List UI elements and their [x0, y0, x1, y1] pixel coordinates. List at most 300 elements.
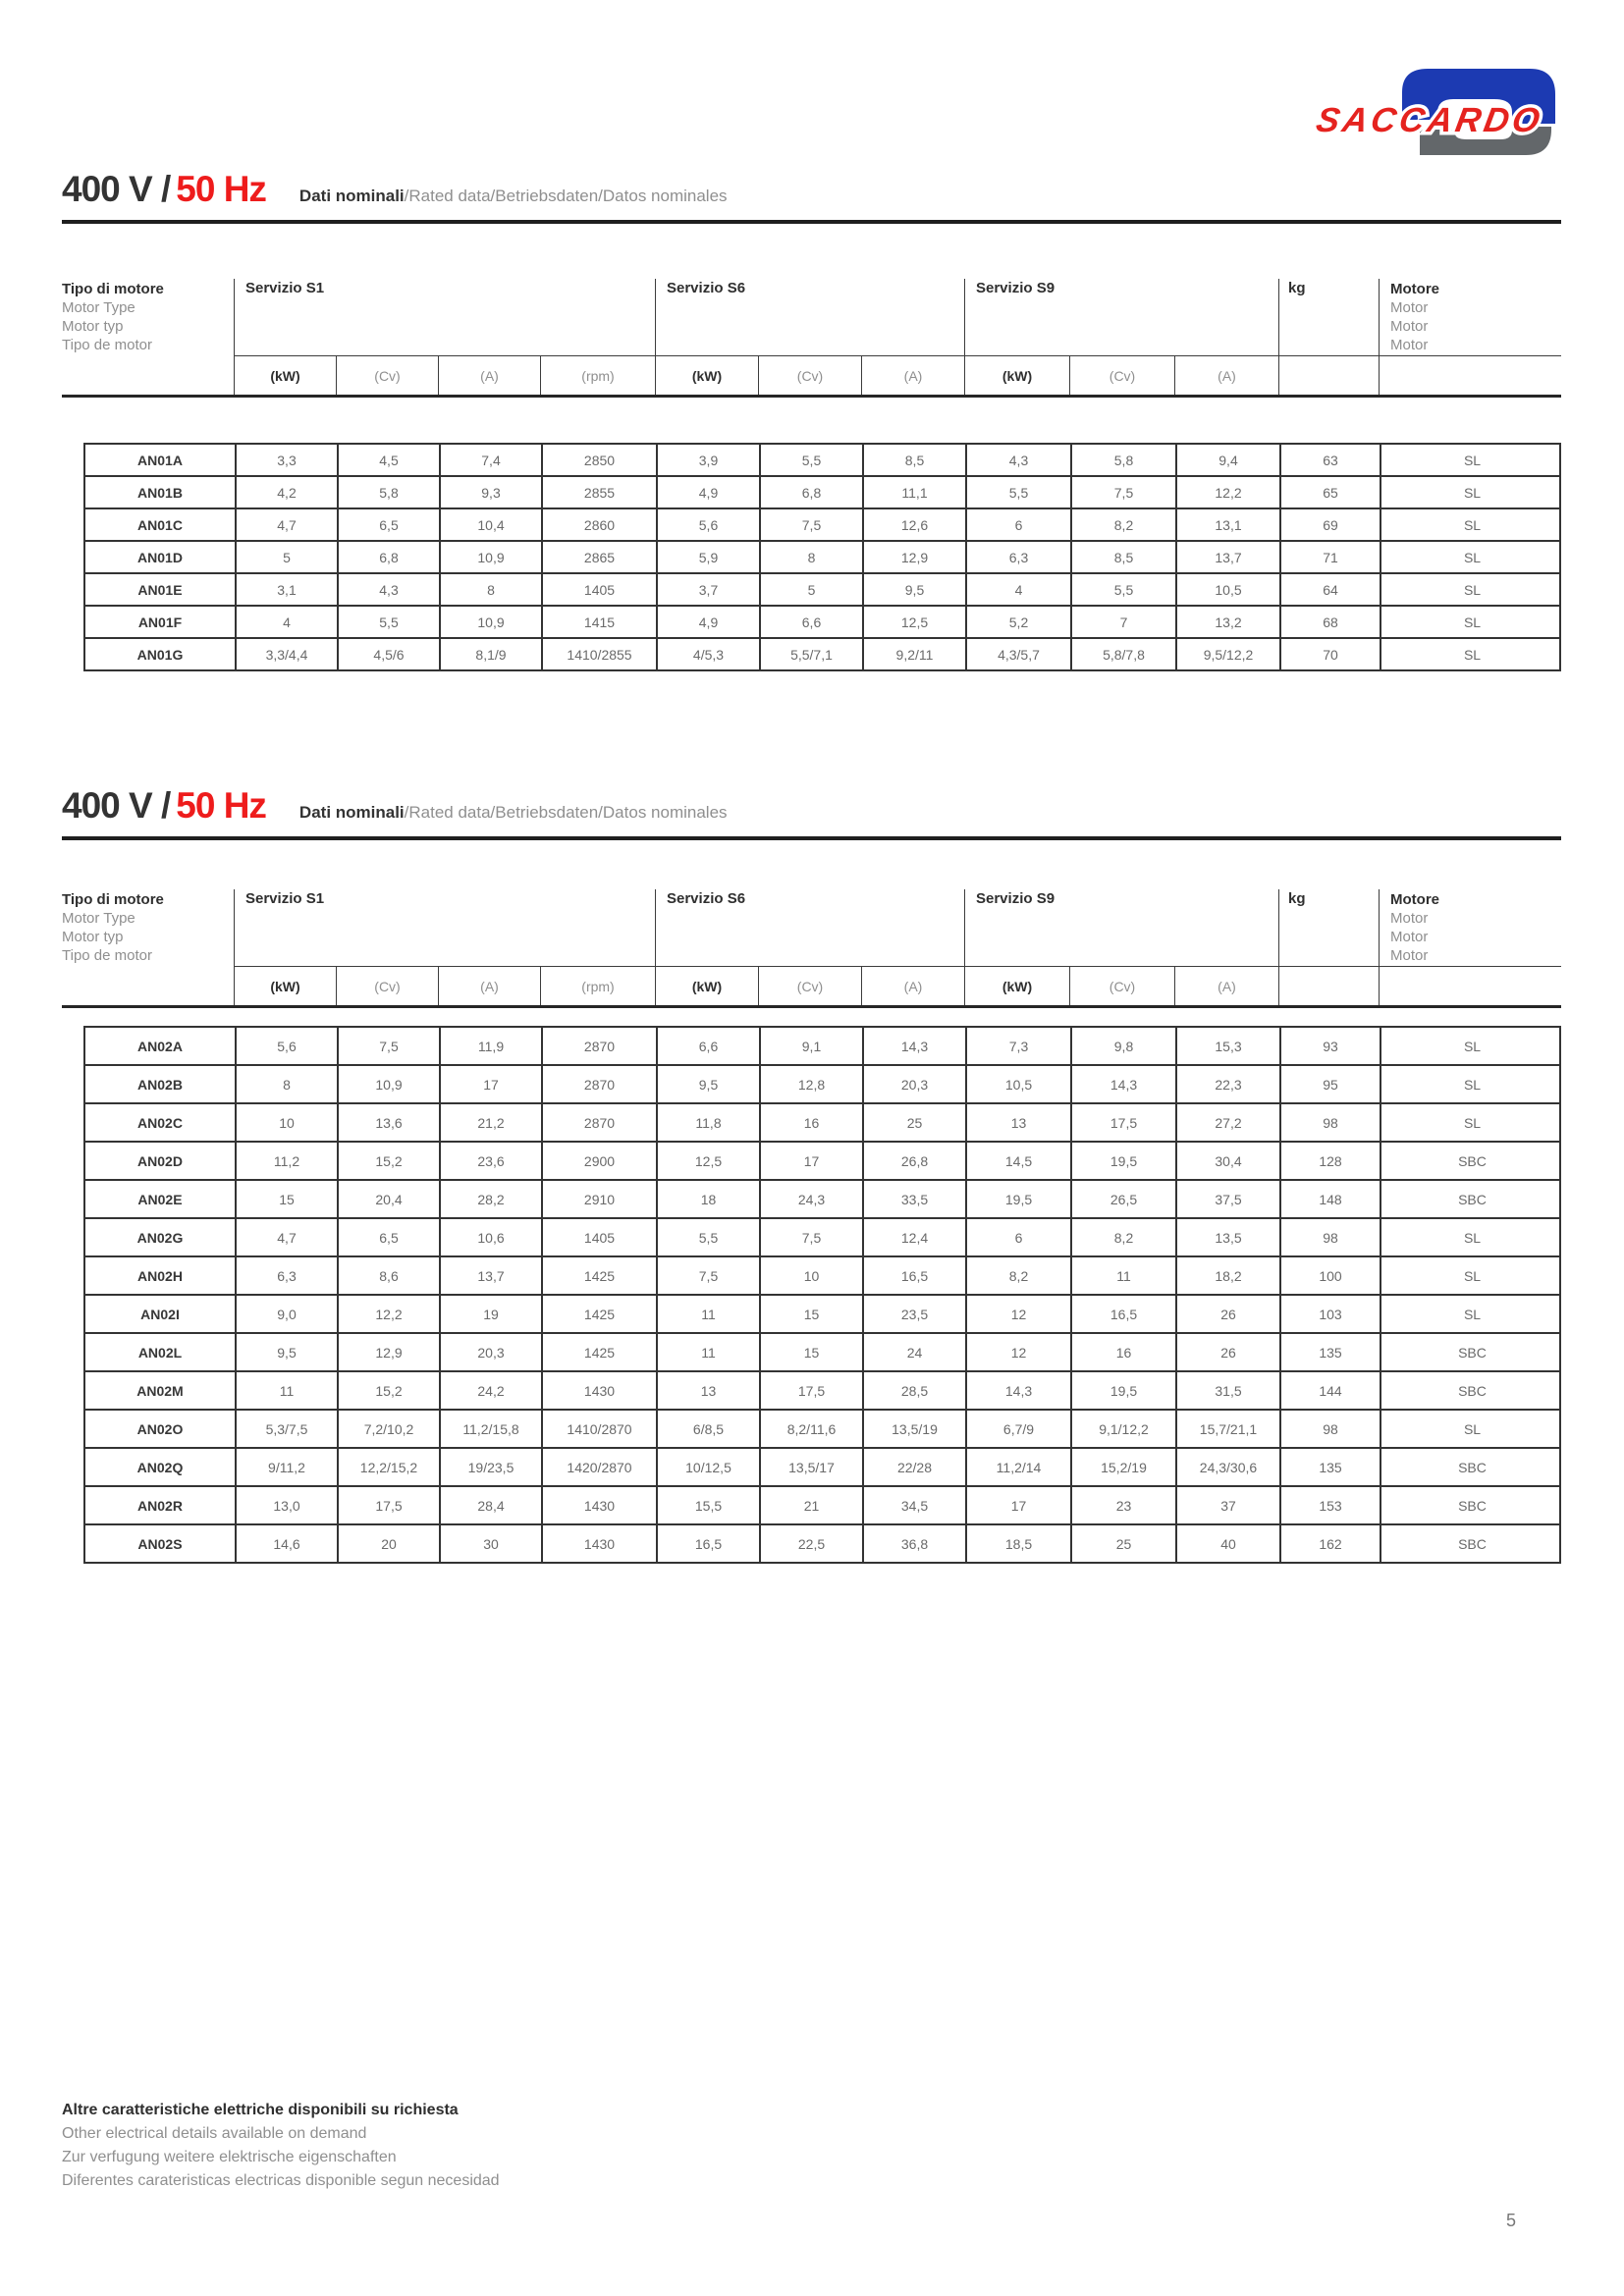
value-cell: 153	[1281, 1487, 1381, 1523]
table-row	[83, 1219, 1561, 1257]
value-cell: 4,7	[237, 509, 339, 540]
value-cell: 2870	[543, 1104, 658, 1141]
table-row	[83, 1296, 1561, 1334]
value-cell: 27,2	[1177, 1104, 1281, 1141]
type-header-line: Motor typ	[62, 318, 124, 335]
value-cell: 1405	[543, 574, 658, 605]
value-cell: SBC	[1458, 1459, 1487, 1475]
value-cell: 10,5	[967, 1066, 1072, 1102]
type-header-line: Tipo di motore	[62, 281, 164, 297]
motor-type-cell: AN01G	[85, 639, 237, 669]
value-cell: 12,9	[339, 1334, 441, 1370]
column-group-servizio-s6: Servizio S6	[656, 279, 965, 355]
value-cell: 10,9	[441, 607, 543, 637]
value-cell: 18	[658, 1181, 761, 1217]
motor-header-line: Motor	[1390, 947, 1429, 964]
value-cell: 13,7	[441, 1257, 543, 1294]
value-cell: 28,5	[864, 1372, 967, 1409]
section-400v-50hz-2	[0, 785, 1624, 1564]
value-cell: 36,8	[864, 1525, 967, 1562]
value-cell: 9,5/12,2	[1177, 639, 1281, 669]
value-cell: 9,4	[1177, 445, 1281, 475]
motor-type-cell: AN02A	[85, 1028, 237, 1064]
value-cell: 1430	[543, 1372, 658, 1409]
value-cell: 26	[1177, 1334, 1281, 1370]
value-cell: 17,5	[761, 1372, 864, 1409]
value-cell: 4,5	[339, 445, 441, 475]
value-cell: 5	[761, 574, 864, 605]
value-cell: 12,5	[658, 1143, 761, 1179]
value-cell: 4,3	[967, 445, 1072, 475]
value-cell: 144	[1281, 1372, 1381, 1409]
value-cell: 8,5	[1072, 542, 1177, 572]
footer-line-english: Other electrical details available on demand	[62, 2125, 367, 2142]
value-cell: 33,5	[864, 1181, 967, 1217]
value-cell: 5,5	[658, 1219, 761, 1255]
value-cell: 11,9	[441, 1028, 543, 1064]
unit-label: (A)	[439, 966, 541, 1005]
table-row	[83, 443, 1561, 477]
value-cell: 2910	[543, 1181, 658, 1217]
motor-type-cell: AN01F	[85, 607, 237, 637]
value-cell: 11,2/14	[967, 1449, 1072, 1485]
value-cell: 3,1	[237, 574, 339, 605]
value-cell: 5,2	[967, 607, 1072, 637]
unit-label: (rpm)	[541, 966, 656, 1005]
value-cell: 23	[1072, 1487, 1177, 1523]
subtitle-rest: /Rated data/Betriebsdaten/Datos nominales	[404, 803, 728, 822]
value-cell: 7	[1072, 607, 1177, 637]
table-row	[83, 1066, 1561, 1104]
type-header-line: Tipo di motore	[62, 891, 164, 908]
value-cell: 8	[441, 574, 543, 605]
value-cell: 13,5/19	[864, 1411, 967, 1447]
value-cell: 71	[1281, 542, 1381, 572]
value-cell: 26,8	[864, 1143, 967, 1179]
value-cell: 16,5	[658, 1525, 761, 1562]
value-cell: 100	[1281, 1257, 1381, 1294]
value-cell: 6	[967, 509, 1072, 540]
value-cell: SL	[1463, 1420, 1482, 1437]
value-cell: 4/5,3	[658, 639, 761, 669]
value-cell: 24	[864, 1334, 967, 1370]
data-table	[83, 1026, 1561, 1564]
table-row	[83, 1372, 1561, 1411]
value-cell: 135	[1281, 1334, 1381, 1370]
value-cell: 31,5	[1177, 1372, 1281, 1409]
unit-label: (A)	[439, 355, 541, 395]
value-cell: 26,5	[1072, 1181, 1177, 1217]
value-cell: 3,9	[658, 445, 761, 475]
value-cell: 25	[1072, 1525, 1177, 1562]
motor-type-cell: AN01D	[85, 542, 237, 572]
value-cell: 7,5	[761, 509, 864, 540]
value-cell: 30,4	[1177, 1143, 1281, 1179]
value-cell: 13,1	[1177, 509, 1281, 540]
value-cell: 8,2	[1072, 509, 1177, 540]
value-cell: 10,6	[441, 1219, 543, 1255]
value-cell: 5,9	[658, 542, 761, 572]
value-cell: 19,5	[967, 1181, 1072, 1217]
value-cell: 10,4	[441, 509, 543, 540]
value-cell: 4,9	[658, 477, 761, 507]
table-header	[62, 279, 1561, 398]
value-cell: 22/28	[864, 1449, 967, 1485]
value-cell: 5,3/7,5	[237, 1411, 339, 1447]
unit-label: (Cv)	[759, 966, 862, 1005]
unit-label: (A)	[862, 966, 965, 1005]
value-cell: 12,2/15,2	[339, 1449, 441, 1485]
value-cell: 64	[1281, 574, 1381, 605]
unit-label: (A)	[1175, 966, 1279, 1005]
motor-type-cell: AN02B	[85, 1066, 237, 1102]
value-cell: 12,5	[864, 607, 967, 637]
frequency-label: 50 Hz	[176, 169, 266, 209]
type-header-line: Motor Type	[62, 299, 135, 316]
voltage-label: 400 V /	[62, 169, 171, 209]
value-cell: 10	[761, 1257, 864, 1294]
value-cell: 14,5	[967, 1143, 1072, 1179]
value-cell: SL	[1463, 1038, 1482, 1054]
table-row	[83, 1449, 1561, 1487]
table-row	[83, 509, 1561, 542]
footer-line-italian: Altre caratteristiche elettriche disponibili su richiesta	[62, 2102, 459, 2118]
value-cell: 98	[1281, 1104, 1381, 1141]
value-cell: 9,2/11	[864, 639, 967, 669]
value-cell: 12,8	[761, 1066, 864, 1102]
value-cell: 18,2	[1177, 1257, 1281, 1294]
value-cell: 9,0	[237, 1296, 339, 1332]
value-cell: 2865	[543, 542, 658, 572]
value-cell: SL	[1463, 549, 1482, 565]
subtitle	[299, 803, 728, 823]
value-cell: 7,5	[761, 1219, 864, 1255]
value-cell: 103	[1281, 1296, 1381, 1332]
value-cell: 10,9	[339, 1066, 441, 1102]
value-cell: 4,2	[237, 477, 339, 507]
value-cell: 8,6	[339, 1257, 441, 1294]
motor-type-cell: AN02O	[85, 1411, 237, 1447]
unit-blank-cell	[1279, 966, 1380, 1005]
motor-header-line: Motor	[1390, 318, 1429, 335]
value-cell: 4,5/6	[339, 639, 441, 669]
value-cell: 9/11,2	[237, 1449, 339, 1485]
motor-type-cell: AN01E	[85, 574, 237, 605]
unit-blank-cell	[1279, 355, 1380, 395]
table-row	[83, 639, 1561, 671]
value-cell: 21	[761, 1487, 864, 1523]
motor-column-header	[1380, 889, 1561, 966]
value-cell: 6,3	[237, 1257, 339, 1294]
value-cell: 23,5	[864, 1296, 967, 1332]
value-cell: 20	[339, 1525, 441, 1562]
value-cell: 8	[237, 1066, 339, 1102]
value-cell: 5,5/7,1	[761, 639, 864, 669]
value-cell: 11,2/15,8	[441, 1411, 543, 1447]
value-cell: 6,8	[339, 542, 441, 572]
value-cell: SL	[1463, 1306, 1482, 1322]
value-cell: 10/12,5	[658, 1449, 761, 1485]
unit-blank-cell	[1380, 355, 1561, 395]
value-cell: 15	[237, 1181, 339, 1217]
value-cell: 5,5	[339, 607, 441, 637]
value-cell: 37,5	[1177, 1181, 1281, 1217]
value-cell: 2870	[543, 1066, 658, 1102]
value-cell: 11,8	[658, 1104, 761, 1141]
value-cell: 24,3/30,6	[1177, 1449, 1281, 1485]
value-cell: 28,4	[441, 1487, 543, 1523]
value-cell: 6,8	[761, 477, 864, 507]
unit-label: (kW)	[656, 355, 759, 395]
value-cell: 16,5	[864, 1257, 967, 1294]
value-cell: 16,5	[1072, 1296, 1177, 1332]
saccardo-logo	[1306, 59, 1567, 165]
value-cell: 5,5	[967, 477, 1072, 507]
type-header-line: Motor typ	[62, 929, 124, 945]
table-row	[83, 1026, 1561, 1066]
type-header-line: Motor Type	[62, 910, 135, 927]
value-cell: 3,3/4,4	[237, 639, 339, 669]
value-cell: 28,2	[441, 1181, 543, 1217]
value-cell: 15,2	[339, 1372, 441, 1409]
value-cell: 11,2	[237, 1143, 339, 1179]
value-cell: 14,6	[237, 1525, 339, 1562]
value-cell: SL	[1463, 484, 1482, 501]
value-cell: 69	[1281, 509, 1381, 540]
value-cell: 15	[761, 1296, 864, 1332]
value-cell: 12	[967, 1334, 1072, 1370]
value-cell: 2900	[543, 1143, 658, 1179]
value-cell: 14,3	[1072, 1066, 1177, 1102]
motor-type-cell: AN02C	[85, 1104, 237, 1141]
value-cell: 5,6	[237, 1028, 339, 1064]
value-cell: SL	[1463, 1114, 1482, 1131]
value-cell: 1420/2870	[543, 1449, 658, 1485]
column-group-servizio-s6: Servizio S6	[656, 889, 965, 966]
page-number: 5	[1506, 2211, 1517, 2230]
value-cell: 13,6	[339, 1104, 441, 1141]
footer-note	[62, 2099, 500, 2193]
value-cell: 14,3	[967, 1372, 1072, 1409]
value-cell: SBC	[1458, 1191, 1487, 1207]
value-cell: 25	[864, 1104, 967, 1141]
motor-type-cell: AN01B	[85, 477, 237, 507]
value-cell: SBC	[1458, 1382, 1487, 1399]
value-cell: 6,6	[761, 607, 864, 637]
value-cell: 5,8/7,8	[1072, 639, 1177, 669]
value-cell: 70	[1281, 639, 1381, 669]
value-cell: 10,9	[441, 542, 543, 572]
unit-label: (kW)	[235, 966, 337, 1005]
unit-label: (kW)	[656, 966, 759, 1005]
value-cell: 3,3	[237, 445, 339, 475]
logo-brand-text: SACCARDO	[1313, 101, 1546, 139]
value-cell: SL	[1463, 581, 1482, 598]
motor-type-cell: AN02M	[85, 1372, 237, 1409]
value-cell: SL	[1463, 452, 1482, 468]
table-row	[83, 1411, 1561, 1449]
value-cell: 7,4	[441, 445, 543, 475]
value-cell: 6,6	[658, 1028, 761, 1064]
subtitle-bold: Dati nominali	[298, 187, 405, 205]
type-header-line: Tipo de motor	[62, 337, 152, 353]
value-cell: 17	[967, 1487, 1072, 1523]
table-row	[83, 574, 1561, 607]
table-row	[83, 1257, 1561, 1296]
value-cell: 5,6	[658, 509, 761, 540]
value-cell: 93	[1281, 1028, 1381, 1064]
data-table	[83, 443, 1561, 671]
unit-label: (kW)	[235, 355, 337, 395]
value-cell: 8,2	[967, 1257, 1072, 1294]
value-cell: 6,5	[339, 1219, 441, 1255]
value-cell: 20,3	[864, 1066, 967, 1102]
table-row	[83, 542, 1561, 574]
value-cell: 10,5	[1177, 574, 1281, 605]
subtitle	[299, 187, 728, 206]
value-cell: 9,5	[864, 574, 967, 605]
value-cell: 22,5	[761, 1525, 864, 1562]
value-cell: 7,5	[658, 1257, 761, 1294]
value-cell: SBC	[1458, 1152, 1487, 1169]
kg-column-header: kg	[1279, 889, 1380, 966]
table-row	[83, 477, 1561, 509]
value-cell: 4,9	[658, 607, 761, 637]
voltage-frequency-title	[62, 785, 266, 827]
unit-label: (rpm)	[541, 355, 656, 395]
column-group-servizio-s9: Servizio S9	[965, 279, 1279, 355]
title-rule	[62, 220, 1561, 224]
unit-blank-cell	[1380, 966, 1561, 1005]
unit-label: (A)	[862, 355, 965, 395]
table-row	[83, 1181, 1561, 1219]
motor-type-cell: AN02G	[85, 1219, 237, 1255]
table-row	[83, 1104, 1561, 1143]
motor-type-cell: AN01A	[85, 445, 237, 475]
footer-line-german: Zur verfugung weitere elektrische eigenschaften	[62, 2149, 397, 2165]
value-cell: 13	[967, 1104, 1072, 1141]
table-header	[62, 889, 1561, 1008]
value-cell: 9,5	[237, 1334, 339, 1370]
value-cell: SL	[1463, 1229, 1482, 1246]
value-cell: 1405	[543, 1219, 658, 1255]
motor-header-line: Motore	[1390, 281, 1439, 297]
value-cell: 15,7/21,1	[1177, 1411, 1281, 1447]
motor-header-line: Motore	[1390, 891, 1439, 908]
value-cell: 12,2	[1177, 477, 1281, 507]
unit-label: (Cv)	[759, 355, 862, 395]
voltage-frequency-title	[62, 169, 266, 210]
value-cell: 68	[1281, 607, 1381, 637]
value-cell: 4	[967, 574, 1072, 605]
value-cell: 1415	[543, 607, 658, 637]
unit-label: (kW)	[965, 966, 1070, 1005]
value-cell: SL	[1463, 1267, 1482, 1284]
unit-label: (Cv)	[1070, 355, 1175, 395]
value-cell: 1430	[543, 1487, 658, 1523]
value-cell: 4	[237, 607, 339, 637]
motor-type-cell: AN02E	[85, 1181, 237, 1217]
type-column-header	[62, 279, 235, 395]
value-cell: 8,1/9	[441, 639, 543, 669]
value-cell: 9,1/12,2	[1072, 1411, 1177, 1447]
value-cell: 21,2	[441, 1104, 543, 1141]
logo-mark	[1306, 59, 1567, 165]
value-cell: 15,3	[1177, 1028, 1281, 1064]
table-row	[83, 1143, 1561, 1181]
page-title	[62, 169, 1624, 212]
value-cell: 4,7	[237, 1219, 339, 1255]
value-cell: 20,3	[441, 1334, 543, 1370]
value-cell: 4,3/5,7	[967, 639, 1072, 669]
value-cell: 3,7	[658, 574, 761, 605]
value-cell: 6,7/9	[967, 1411, 1072, 1447]
value-cell: 17,5	[1072, 1104, 1177, 1141]
value-cell: 1425	[543, 1296, 658, 1332]
value-cell: 11,1	[864, 477, 967, 507]
value-cell: 37	[1177, 1487, 1281, 1523]
value-cell: 23,6	[441, 1143, 543, 1179]
value-cell: 19	[441, 1296, 543, 1332]
value-cell: 10	[237, 1104, 339, 1141]
value-cell: 8,5	[864, 445, 967, 475]
value-cell: 1430	[543, 1525, 658, 1562]
unit-label: (kW)	[965, 355, 1070, 395]
type-column-header	[62, 889, 235, 1005]
value-cell: 1425	[543, 1334, 658, 1370]
value-cell: 9,8	[1072, 1028, 1177, 1064]
value-cell: 15,2	[339, 1143, 441, 1179]
kg-column-header: kg	[1279, 279, 1380, 355]
value-cell: 34,5	[864, 1487, 967, 1523]
value-cell: 1410/2855	[543, 639, 658, 669]
value-cell: 13,0	[237, 1487, 339, 1523]
value-cell: SL	[1463, 516, 1482, 533]
value-cell: 15	[761, 1334, 864, 1370]
motor-type-cell: AN02S	[85, 1525, 237, 1562]
value-cell: 13,7	[1177, 542, 1281, 572]
value-cell: 24,2	[441, 1372, 543, 1409]
value-cell: 11	[658, 1296, 761, 1332]
value-cell: 13,5	[1177, 1219, 1281, 1255]
table-row	[83, 1525, 1561, 1564]
value-cell: 17,5	[339, 1487, 441, 1523]
value-cell: 26	[1177, 1296, 1281, 1332]
value-cell: 95	[1281, 1066, 1381, 1102]
value-cell: 7,3	[967, 1028, 1072, 1064]
motor-header-line: Motor	[1390, 910, 1429, 927]
value-cell: SL	[1463, 1076, 1482, 1093]
value-cell: 98	[1281, 1219, 1381, 1255]
page-title	[62, 785, 1624, 828]
column-group-servizio-s1: Servizio S1	[235, 279, 656, 355]
value-cell: SBC	[1458, 1535, 1487, 1552]
value-cell: 13,5/17	[761, 1449, 864, 1485]
value-cell: 8,2/11,6	[761, 1411, 864, 1447]
type-header-line: Tipo de motor	[62, 947, 152, 964]
section-400v-50hz-1	[0, 169, 1624, 671]
value-cell: SL	[1463, 614, 1482, 630]
value-cell: 5,8	[339, 477, 441, 507]
value-cell: 16	[761, 1104, 864, 1141]
value-cell: 5,5	[1072, 574, 1177, 605]
value-cell: 2850	[543, 445, 658, 475]
motor-header-line: Motor	[1390, 337, 1429, 353]
voltage-label: 400 V /	[62, 785, 171, 826]
value-cell: 14,3	[864, 1028, 967, 1064]
value-cell: 12,4	[864, 1219, 967, 1255]
column-group-servizio-s9: Servizio S9	[965, 889, 1279, 966]
